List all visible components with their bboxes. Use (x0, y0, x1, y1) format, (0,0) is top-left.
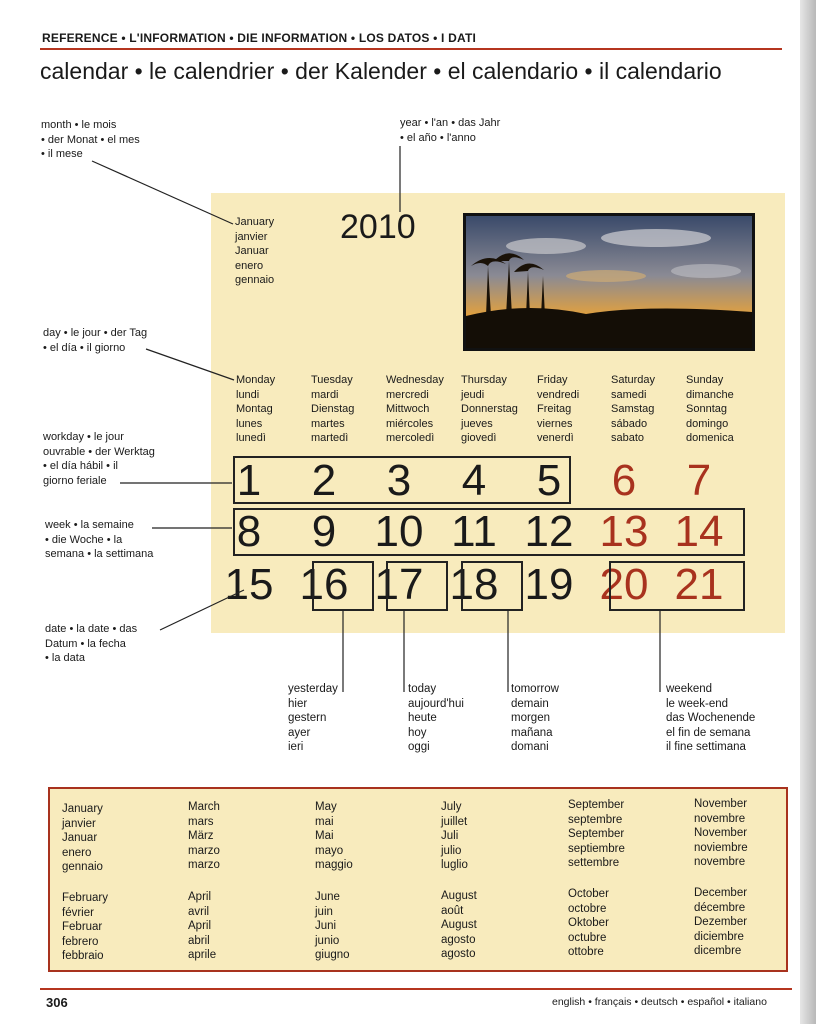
date-cell: 10 (374, 507, 424, 556)
date-cell: 15 (224, 560, 274, 609)
date-cell: 5 (536, 456, 562, 505)
date-cell-weekend: 13 (599, 507, 649, 556)
date-cell: 2 (311, 456, 337, 505)
date-cell: 3 (386, 456, 412, 505)
date-cell: 9 (311, 507, 337, 556)
label-workday: workday • le jour ouvrable • der Werktag • el día hábil • il giorno feriale (43, 431, 155, 487)
section-header: REFERENCE • L'INFORMATION • DIE INFORMATION • LOS DATOS • I DATI (42, 31, 477, 45)
date-cell: 4 (461, 456, 487, 505)
date-cell: 11 (451, 507, 497, 556)
label-year: year • l'an • das Jahr • el año • l'anno (400, 117, 501, 144)
month-entry-december: December décembre Dezember diciembre dicembre (694, 887, 748, 957)
month-entry-may: May mai Mai mayo maggio (315, 801, 353, 871)
page-title: calendar • le calendrier • der Kalender • el calendario • il calendario (40, 58, 722, 84)
date-cell: 12 (524, 507, 574, 556)
footer-languages: english • français • deutsch • español • italiano (552, 996, 767, 1008)
day-column-thursday: Thursday jeudi Donnerstag jueves giovedì (461, 374, 518, 444)
label-today: today aujourd'hui heute hoy oggi (408, 683, 464, 753)
day-column-friday: Friday vendredi Freitag viernes venerdì (537, 374, 580, 444)
date-cell-weekend: 6 (611, 456, 637, 505)
day-column-saturday: Saturday samedi Samstag sábado sabato (611, 374, 656, 444)
label-weekend: weekend le week-end das Wochenende el fin de semana il fine settimana (666, 683, 756, 753)
day-column-sunday: Sunday dimanche Sonntag domingo domenica (686, 374, 734, 444)
month-entry-june: June juin Juni junio giugno (315, 891, 350, 961)
date-cell-weekend: 7 (686, 456, 712, 505)
label-day: day • le jour • der Tag • el día • il giorno (43, 327, 148, 354)
day-column-wednesday: Wednesday mercredi Mittwoch miércoles mercoledì (386, 374, 444, 444)
page-number: 306 (46, 995, 68, 1010)
month-entry-october: October octobre Oktober octubre ottobre (568, 888, 609, 958)
day-column-tuesday: Tuesday mardi Dienstag martes martedì (311, 374, 355, 444)
label-month: month • le mois • der Monat • el mes • il mese (41, 119, 140, 160)
month-entry-april: April avril April abril aprile (188, 891, 217, 961)
label-week: week • la semaine • die Woche • la semana • la settimana (45, 519, 154, 560)
date-cell: 19 (524, 560, 574, 609)
label-yesterday: yesterday hier gestern ayer ieri (288, 683, 338, 753)
month-entry-january: January janvier Januar enero gennaio (62, 803, 103, 873)
footer-rule (40, 988, 792, 990)
date-cell-weekend: 20 (599, 560, 649, 609)
date-cell: 17 (374, 560, 424, 609)
month-entry-july: July juillet Juli julio luglio (441, 801, 468, 871)
months-table (48, 787, 788, 972)
month-entry-february: February février Februar febrero febbraio (62, 892, 109, 962)
date-cell: 8 (236, 507, 262, 556)
month-entry-november: November novembre November noviembre novembre (694, 798, 748, 868)
calendar-month: January janvier Januar enero gennaio (235, 216, 275, 286)
day-column-monday: Monday lundi Montag lunes lunedì (236, 374, 276, 444)
date-cell-weekend: 14 (674, 507, 724, 556)
label-tomorrow: tomorrow demain morgen mañana domani (511, 683, 559, 753)
month-entry-september: September septembre September septiembre settembre (568, 799, 625, 869)
date-cell: 1 (236, 456, 262, 505)
date-cell: 16 (299, 560, 349, 609)
month-entry-august: August août August agosto agosto (441, 890, 477, 960)
calendar-year: 2010 (340, 208, 416, 246)
date-cell-weekend: 21 (674, 560, 724, 609)
label-date: date • la date • das Datum • la fecha • la data (45, 623, 138, 664)
month-entry-march: March mars März marzo marzo (188, 801, 220, 871)
date-cell: 18 (449, 560, 499, 609)
